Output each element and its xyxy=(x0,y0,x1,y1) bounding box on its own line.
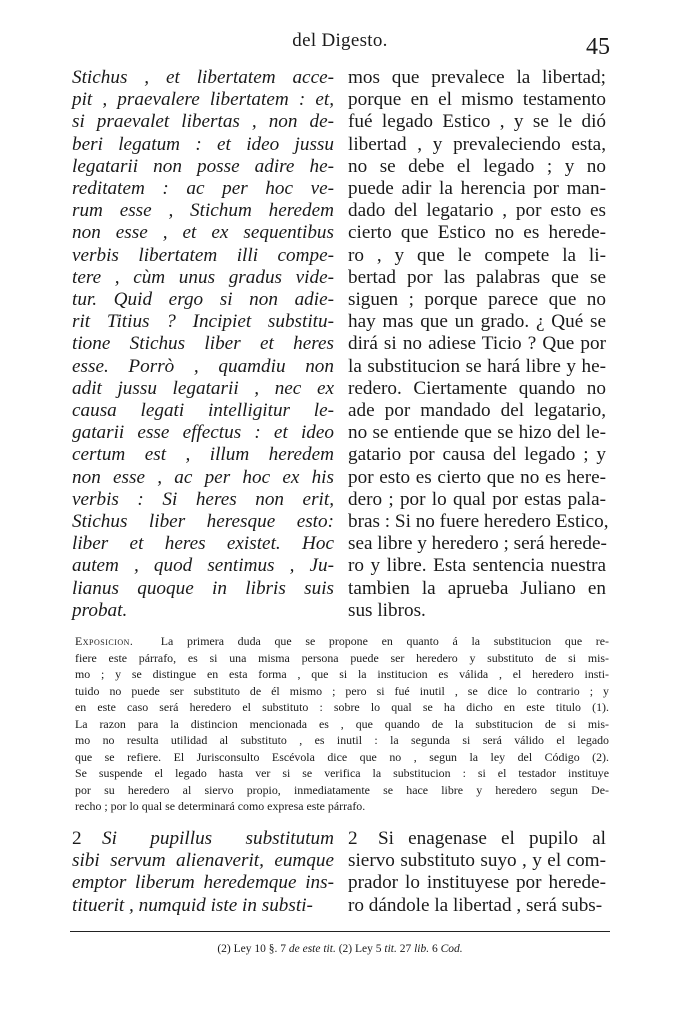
latin-line: non esse , ac per hoc ex his xyxy=(72,466,334,488)
latin-line: lianus quoque in libris suis xyxy=(72,577,334,599)
spanish-paragraph-2 xyxy=(348,828,606,917)
exposition-line: Se suspende el legado hasta ver si se verifica la substitucion : si el testador instituye xyxy=(75,766,609,780)
exposition-line: que se refiere. El Jurisconsulto Escévola dice que no , segun la ley del Código (2). xyxy=(75,749,609,764)
footnote-text-2-italic-3: Cod. xyxy=(440,943,463,955)
footnote-ref-2: (2) xyxy=(338,943,353,955)
page-header xyxy=(70,30,610,60)
spanish-line xyxy=(348,828,606,850)
latin-line: Stichus , et libertatem acce- xyxy=(72,67,334,88)
latin-line: beri legatum : et ideo jussu xyxy=(72,133,334,155)
latin-line: sibi servum alienaverit, eumque xyxy=(72,850,334,872)
footnote-text-2b: 27 xyxy=(399,943,412,955)
spanish-line: sea libre y heredero ; será herede- xyxy=(348,533,607,555)
exposition-line: fiere este párrafo, es si una misma persona puede ser heredero y substituto de si mis- xyxy=(75,650,609,665)
latin-line: probat. xyxy=(72,599,128,621)
latin-line: tere , cùm unus gradus vide- xyxy=(72,266,334,288)
latin-line: rum esse , Stichum heredem xyxy=(72,200,334,222)
footnote xyxy=(70,943,610,955)
latin-line: autem , quod sentimus , Ju- xyxy=(72,555,334,577)
latin-line: tur. Quid ergo si non adie- xyxy=(72,289,334,311)
spanish-line: por esto es cierto que no es here- xyxy=(348,466,606,488)
exposition-line xyxy=(75,633,609,650)
exposition-paragraph xyxy=(75,633,609,815)
footnote-text-2-italic: tit. xyxy=(384,943,397,955)
latin-line-text: Si pupillus substitutum xyxy=(102,828,334,849)
footnote-text-2: Ley 5 xyxy=(355,943,382,955)
spanish-line: mos que prevalece la libertad; xyxy=(348,67,606,88)
spanish-line: cierto que Estico no es herede- xyxy=(348,222,606,244)
latin-line: emptor liberum heredemque ins- xyxy=(72,872,334,894)
exposition-line: mo ; y se distingue en esta forma , que si la institucion es válida , el heredero insti- xyxy=(75,667,609,681)
latin-line: adit jussu legatarii , nec ex xyxy=(72,377,334,399)
latin-line: legatarii non posse adire he- xyxy=(72,155,334,177)
exposition-line: en este caso será heredero el substituto : sobre lo qual se ha dicho en este titulo (1). xyxy=(75,700,609,714)
latin-line xyxy=(72,828,334,850)
spanish-line: ade por mandado del legatario, xyxy=(348,400,606,422)
footnote-text-2c: 6 xyxy=(432,943,438,955)
spanish-line: ro , y que le compete la li- xyxy=(348,244,606,266)
footnote-text-2-italic-2: lib. xyxy=(414,943,430,955)
spanish-line: prador lo instituyese por herede- xyxy=(348,872,606,894)
latin-line: non esse , et ex sequentibus xyxy=(72,222,334,244)
spanish-line: bras : Si no fuere heredero Estico, xyxy=(348,511,609,533)
spanish-line: tambien la aprueba Juliano en xyxy=(348,577,606,599)
spanish-line: no se entiende que se hizo del le- xyxy=(348,422,606,444)
spanish-line: ro dándole la libertad , será subs- xyxy=(348,894,603,916)
footnote-rule xyxy=(70,931,610,932)
exposition-line: tuido no puede ser substituto de él mismo ; pero si fué inutil , se dice lo contrario ; y xyxy=(75,683,609,698)
spanish-line: gatario por causa del legado ; y xyxy=(348,444,606,466)
paragraph-number: 2 xyxy=(72,828,82,849)
exposition-line: por su heredero al siervo propio, inmediatamente se hace libre y heredero segun De- xyxy=(75,782,609,797)
footnote-ref-1: (2) xyxy=(217,943,231,955)
exposition-line: La razon para la distincion mencionada es , que quando de la substitucion de si mis- xyxy=(75,716,609,731)
spanish-line: bertad por las palabras que se xyxy=(348,266,606,288)
running-head: del Digesto. xyxy=(292,30,388,51)
latin-line: esse. Porrò , quamdiu non xyxy=(72,355,334,377)
spanish-line-text: Si enagenase el pupilo al xyxy=(378,828,606,849)
spanish-line: puede adir la herencia por man- xyxy=(348,178,606,200)
spanish-line: la substitucion se hará libre y he- xyxy=(348,355,606,377)
exposition-line: recho ; por lo qual se determinará como expresa este párrafo. xyxy=(75,799,366,813)
latin-line: verbis : Si heres non erit, xyxy=(72,488,334,510)
latin-line: tituerit , numquid iste in substi- xyxy=(72,894,313,916)
spanish-line: dero ; por lo qual por estas pala- xyxy=(348,488,606,510)
page-number: 45 xyxy=(586,34,610,60)
latin-line: tione Stichus liber et heres xyxy=(72,333,334,355)
latin-line: gatarii esse effectus : et ideo xyxy=(72,422,334,444)
spanish-line: libertad , y prevaleciendo esta, xyxy=(348,133,606,155)
latin-text-column xyxy=(72,67,334,622)
exposition-line-text: La primera duda que se propone en quanto á la substitucion que re- xyxy=(160,634,609,648)
spanish-line: siguen ; porque parece que no xyxy=(348,289,606,311)
spanish-line: siervo substituto suyo , y el com- xyxy=(348,850,606,872)
latin-line: causa legati intelligitur le- xyxy=(72,400,334,422)
paragraph-number: 2 xyxy=(348,828,358,849)
latin-line: Stichus liber heresque esto: xyxy=(72,511,334,533)
latin-line: liber et heres existet. Hoc xyxy=(72,533,334,555)
latin-line: rit Titius ? Incipiet substitu- xyxy=(72,311,334,333)
exposition-line: mo no resulta utilidad al substituto , es inutil : la segunda si será válido el legado xyxy=(75,733,609,747)
latin-line: verbis libertatem illi compe- xyxy=(72,244,334,266)
spanish-line: dado del legatario , por esto es xyxy=(348,200,606,222)
spanish-line: fué legado Estico , y se le dió xyxy=(348,111,606,133)
spanish-line: porque en el mismo testamento xyxy=(348,89,606,111)
latin-line: pit , praevalere libertatem : et, xyxy=(72,89,334,111)
spanish-line: sus libros. xyxy=(348,599,426,621)
spanish-line: hay mas que un grado. ¿ Qué se xyxy=(348,311,606,333)
latin-paragraph-2 xyxy=(72,828,334,917)
spanish-line: no se debe el legado ; y no xyxy=(348,155,606,177)
spanish-line: redero. Ciertamente quando no xyxy=(348,377,606,399)
latin-line: si praevalet libertas , non de- xyxy=(72,111,334,133)
exposition-heading: Exposicion. xyxy=(75,634,134,648)
footnote-text-1: Ley 10 §. 7 xyxy=(233,943,286,955)
latin-line: certum est , illum heredem xyxy=(72,444,334,466)
footnote-text-1-italic: de este tit. xyxy=(288,943,336,955)
spanish-line: dirá si no adiese Ticio ? Que por xyxy=(348,333,606,355)
spanish-translation-column xyxy=(348,67,609,622)
spanish-line: ro y libre. Esta sentencia nuestra xyxy=(348,555,606,577)
latin-line: reditatem : ac per hoc ve- xyxy=(72,178,334,200)
